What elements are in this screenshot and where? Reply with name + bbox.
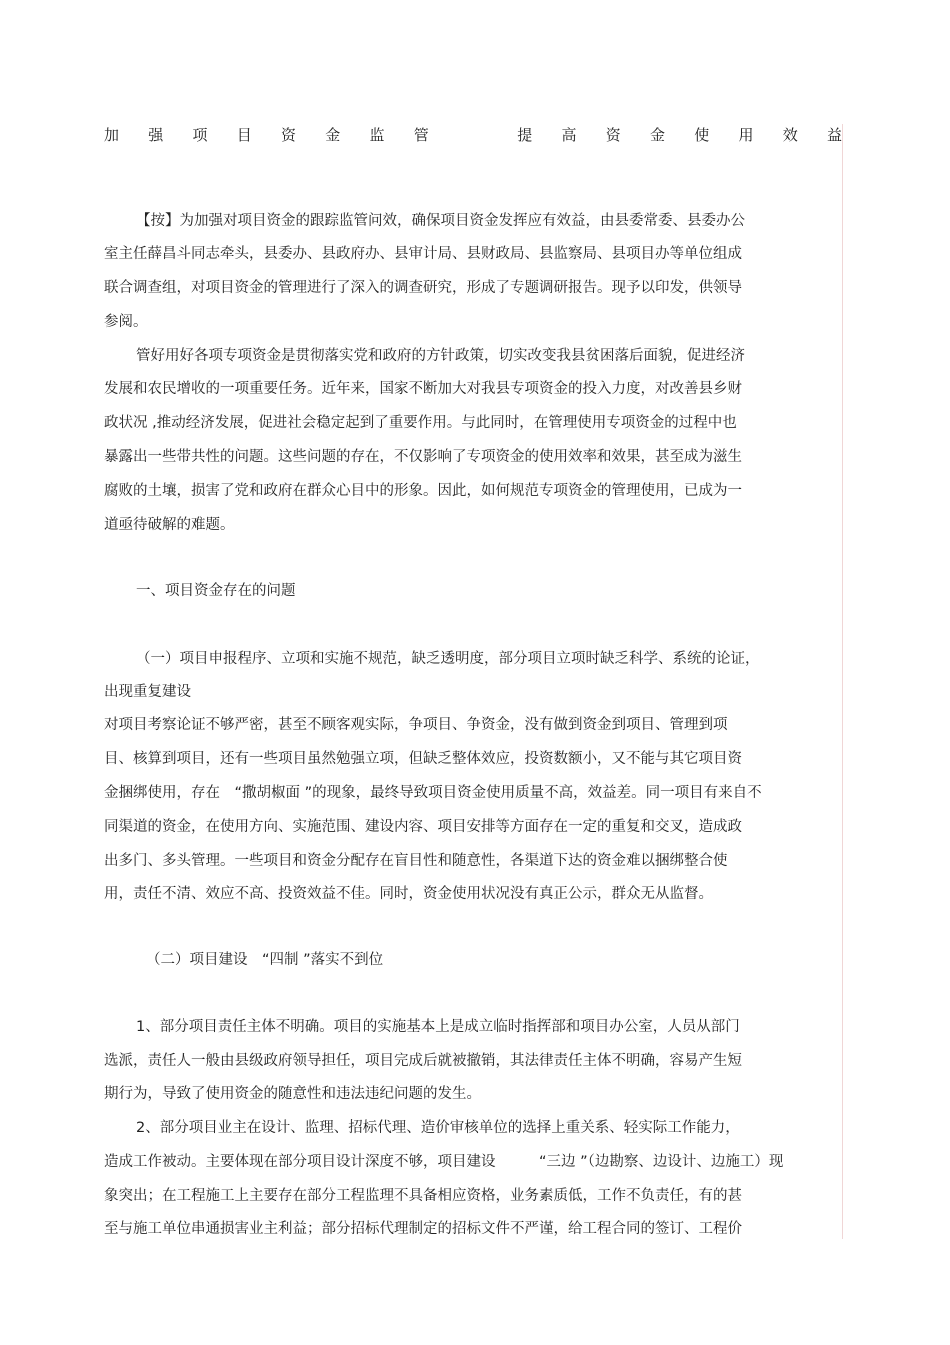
intro-line: 腐败的土壤，损害了党和政府在群众心目中的形象。因此，如何规范专项资金的管理使用，已成为一 bbox=[104, 483, 742, 499]
intro-line: 管好用好各项专项资金是贯彻落实党和政府的方针政策，切实改变我县贫困落后面貌，促进经济 bbox=[136, 348, 745, 364]
title-char: 管 bbox=[413, 126, 429, 144]
page-right-edge bbox=[842, 124, 843, 1239]
title-char: 效 bbox=[782, 126, 798, 144]
intro-line: 暴露出一些带共性的问题。这些问题的存在，不仅影响了专项资金的使用效率和效果，甚至成为滋生 bbox=[104, 449, 742, 465]
title-char: 提 bbox=[517, 126, 533, 144]
body-line: 至与施工单位串通损害业主利益；部分招标代理制定的招标文件不严谨，给工程合同的签订、工程价 bbox=[104, 1221, 742, 1237]
body-line: 选派，责任人一般由县级政府领导担任，项目完成后就被撤销，其法律责任主体不明确，容易产生短 bbox=[104, 1053, 742, 1069]
intro-line: 道亟待破解的难题。 bbox=[104, 517, 235, 533]
subsection-heading: 出现重复建设 bbox=[104, 684, 191, 700]
body-line: 对项目考察论证不够严密，甚至不顾客观实际，争项目、争资金，没有做到资金到项目、管理到项 bbox=[104, 717, 728, 733]
body-line: 目、核算到项目，还有一些项目虽然勉强立项，但缺乏整体效应，投资数额小，又不能与其它项目资 bbox=[104, 751, 742, 767]
body-line: 2、部分项目业主在设计、监理、招标代理、造价审核单位的选择上重关系、轻实际工作能力， bbox=[136, 1120, 740, 1136]
body-line: 用，责任不清、效应不高、投资效益不佳。同时，资金使用状况没有真正公示，群众无从监督。 bbox=[104, 886, 713, 902]
title-gap bbox=[458, 124, 488, 146]
preface-line: 【按】为加强对项目资金的跟踪监管问效，确保项目资金发挥应有效益，由县委常委、县委办公 bbox=[136, 213, 745, 229]
subsection-heading: （一）项目申报程序、立项和实施不规范，缺乏透明度，部分项目立项时缺乏科学、系统的论证， bbox=[136, 651, 760, 667]
title-char: 金 bbox=[649, 126, 665, 144]
title-char: 监 bbox=[369, 126, 385, 144]
body-line: 造成工作被动。主要体现在部分项目设计深度不够，项目建设 “三边 ”（边勘察、边设计、边施工）现 bbox=[104, 1154, 784, 1170]
subsection-heading: （二）项目建设 “四制 ”落实不到位 bbox=[146, 952, 384, 968]
title-char: 用 bbox=[738, 126, 754, 144]
title-char: 强 bbox=[148, 126, 164, 144]
preface-line: 室主任薛昌斗同志牵头，县委办、县政府办、县审计局、县财政局、县监察局、县项目办等单位组成 bbox=[104, 246, 742, 262]
title-char: 资 bbox=[281, 126, 297, 144]
body-line: 象突出；在工程施工上主要存在部分工程监理不具备相应资格，业务素质低，工作不负责任，有的甚 bbox=[104, 1188, 742, 1204]
section-heading: 一、项目资金存在的问题 bbox=[136, 583, 296, 599]
body-line: 金捆绑使用，存在 “撒胡椒面 ”的现象，最终导致项目资金使用质量不高，效益差。同一项目有来自不 bbox=[104, 785, 762, 801]
preface-line: 联合调查组，对项目资金的管理进行了深入的调查研究，形成了专题调研报告。现予以印发，供领导 bbox=[104, 280, 742, 296]
document-title bbox=[104, 124, 842, 146]
body-line: 出多门、多头管理。一些项目和资金分配存在盲目性和随意性，各渠道下达的资金难以捆绑整合使 bbox=[104, 853, 728, 869]
title-char: 益 bbox=[826, 126, 842, 144]
title-char: 目 bbox=[236, 126, 252, 144]
title-char: 加 bbox=[104, 126, 120, 144]
body-line: 1、部分项目责任主体不明确。项目的实施基本上是成立临时指挥部和项目办公室，人员从部门 bbox=[136, 1019, 740, 1035]
body-line: 期行为，导致了使用资金的随意性和违法违纪问题的发生。 bbox=[104, 1086, 481, 1102]
body-line: 同渠道的资金，在使用方向、实施范围、建设内容、项目安排等方面存在一定的重复和交叉，造成政 bbox=[104, 819, 742, 835]
title-char: 高 bbox=[561, 126, 577, 144]
title-char: 金 bbox=[325, 126, 341, 144]
preface-line: 参阅。 bbox=[104, 314, 148, 330]
title-char: 资 bbox=[605, 126, 621, 144]
title-char: 项 bbox=[192, 126, 208, 144]
intro-line: 政状况 ,推动经济发展，促进社会稳定起到了重要作用。与此同时，在管理使用专项资金的过程中也 bbox=[104, 415, 737, 431]
title-char: 使 bbox=[694, 126, 710, 144]
intro-line: 发展和农民增收的一项重要任务。近年来，国家不断加大对我县专项资金的投入力度，对改善县乡财 bbox=[104, 381, 742, 397]
